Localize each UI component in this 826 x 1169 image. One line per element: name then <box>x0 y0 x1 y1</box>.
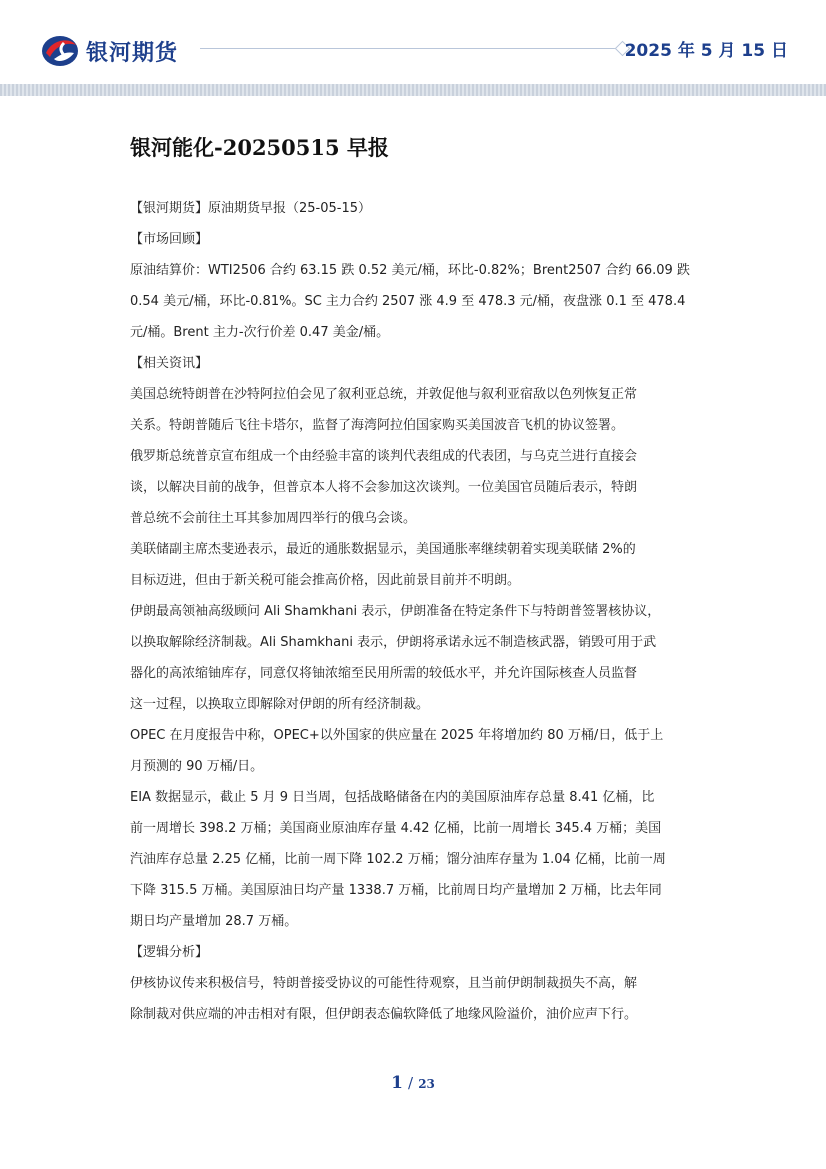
header-rule <box>200 48 620 49</box>
text-line: 前一周增长 398.2 万桶；美国商业原油库存量 4.42 亿桶，比前一周增长 345.4 万桶；美国 <box>130 821 662 836</box>
galaxy-logo-icon <box>40 33 80 69</box>
text-line: 以换取解除经济制裁。Ali Shamkhani 表示，伊朗将承诺永远不制造核武器，销毁可用于武 <box>130 635 657 650</box>
page-header <box>0 0 826 100</box>
text-line: 伊核协议传来积极信号，特朗普接受协议的可能性待观察，且当前伊朗制裁损失不高，解 <box>130 976 638 991</box>
page-title: 银河能化-20250515 早报 <box>130 135 389 160</box>
text-line: 伊朗最高领袖高级顾问 Ali Shamkhani 表示，伊朗准备在特定条件下与特朗普签署核协议， <box>130 604 661 619</box>
page-number <box>0 1073 826 1093</box>
text-line: 谈，以解决目前的战争，但普京本人将不会参加这次谈判。一位美国官员随后表示，特朗 <box>130 480 638 495</box>
text-line: 汽油库存总量 2.25 亿桶，比前一周下降 102.2 万桶；馏分油库存量为 1.04 亿桶，比前一周 <box>130 852 666 867</box>
report-date: 2025 年 5 月 15 日 <box>624 41 788 61</box>
text-line: 【市场回顾】 <box>130 232 209 247</box>
page-separator: / <box>408 1074 414 1092</box>
text-line: 除制裁对供应端的冲击相对有限，但伊朗表态偏软降低了地缘风险溢价，油价应声下行。 <box>130 1007 638 1022</box>
text-line: OPEC 在月度报告中称，OPEC+以外国家的供应量在 2025 年将增加约 80 万桶/日，低于上 <box>130 728 664 743</box>
text-line: 【银河期货】原油期货早报（25-05-15） <box>130 201 372 216</box>
text-line: 【相关资讯】 <box>130 356 209 371</box>
total-pages: 23 <box>418 1077 435 1091</box>
text-line: 月预测的 90 万桶/日。 <box>130 759 264 774</box>
text-line: 【逻辑分析】 <box>130 945 209 960</box>
text-line: EIA 数据显示，截止 5 月 9 日当周，包括战略储备在内的美国原油库存总量 8.41 亿桶，比 <box>130 790 655 805</box>
brand-logo <box>40 31 190 71</box>
text-line: 目标迈进，但由于新关税可能会推高价格，因此前景目前并不明朗。 <box>130 573 521 588</box>
header-divider <box>0 84 826 96</box>
text-line: 这一过程，以换取立即解除对伊朗的所有经济制裁。 <box>130 697 430 712</box>
text-line: 美国总统特朗普在沙特阿拉伯会见了叙利亚总统，并敦促他与叙利亚宿敌以色列恢复正常 <box>130 387 638 402</box>
text-line: 俄罗斯总统普京宣布组成一个由经验丰富的谈判代表组成的代表团，与乌克兰进行直接会 <box>130 449 638 464</box>
text-line: 元/桶。Brent 主力-次行价差 0.47 美金/桶。 <box>130 325 390 340</box>
current-page: 1 <box>391 1073 403 1093</box>
text-line: 0.54 美元/桶，环比-0.81%。SC 主力合约 2507 涨 4.9 至 478.3 元/桶，夜盘涨 0.1 至 478.4 <box>130 294 686 309</box>
text-line: 下降 315.5 万桶。美国原油日均产量 1338.7 万桶，比前周日均产量增加 2 万桶，比去年同 <box>130 883 662 898</box>
text-line: 期日均产量增加 28.7 万桶。 <box>130 914 298 929</box>
text-line: 原油结算价：WTI2506 合约 63.15 跌 0.52 美元/桶，环比-0.82%；Brent2507 合约 66.09 跌 <box>130 263 690 278</box>
text-line: 关系。特朗普随后飞往卡塔尔，监督了海湾阿拉伯国家购买美国波音飞机的协议签署。 <box>130 418 625 433</box>
report-body <box>130 193 730 1030</box>
text-line: 器化的高浓缩铀库存，同意仅将铀浓缩至民用所需的较低水平，并允许国际核查人员监督 <box>130 666 638 681</box>
text-line: 美联储副主席杰斐逊表示，最近的通胀数据显示，美国通胀率继续朝着实现美联储 2%的 <box>130 542 636 557</box>
brand-name: 银河期货 <box>86 40 179 66</box>
text-line: 普总统不会前往土耳其参加周四举行的俄乌会谈。 <box>130 511 417 526</box>
